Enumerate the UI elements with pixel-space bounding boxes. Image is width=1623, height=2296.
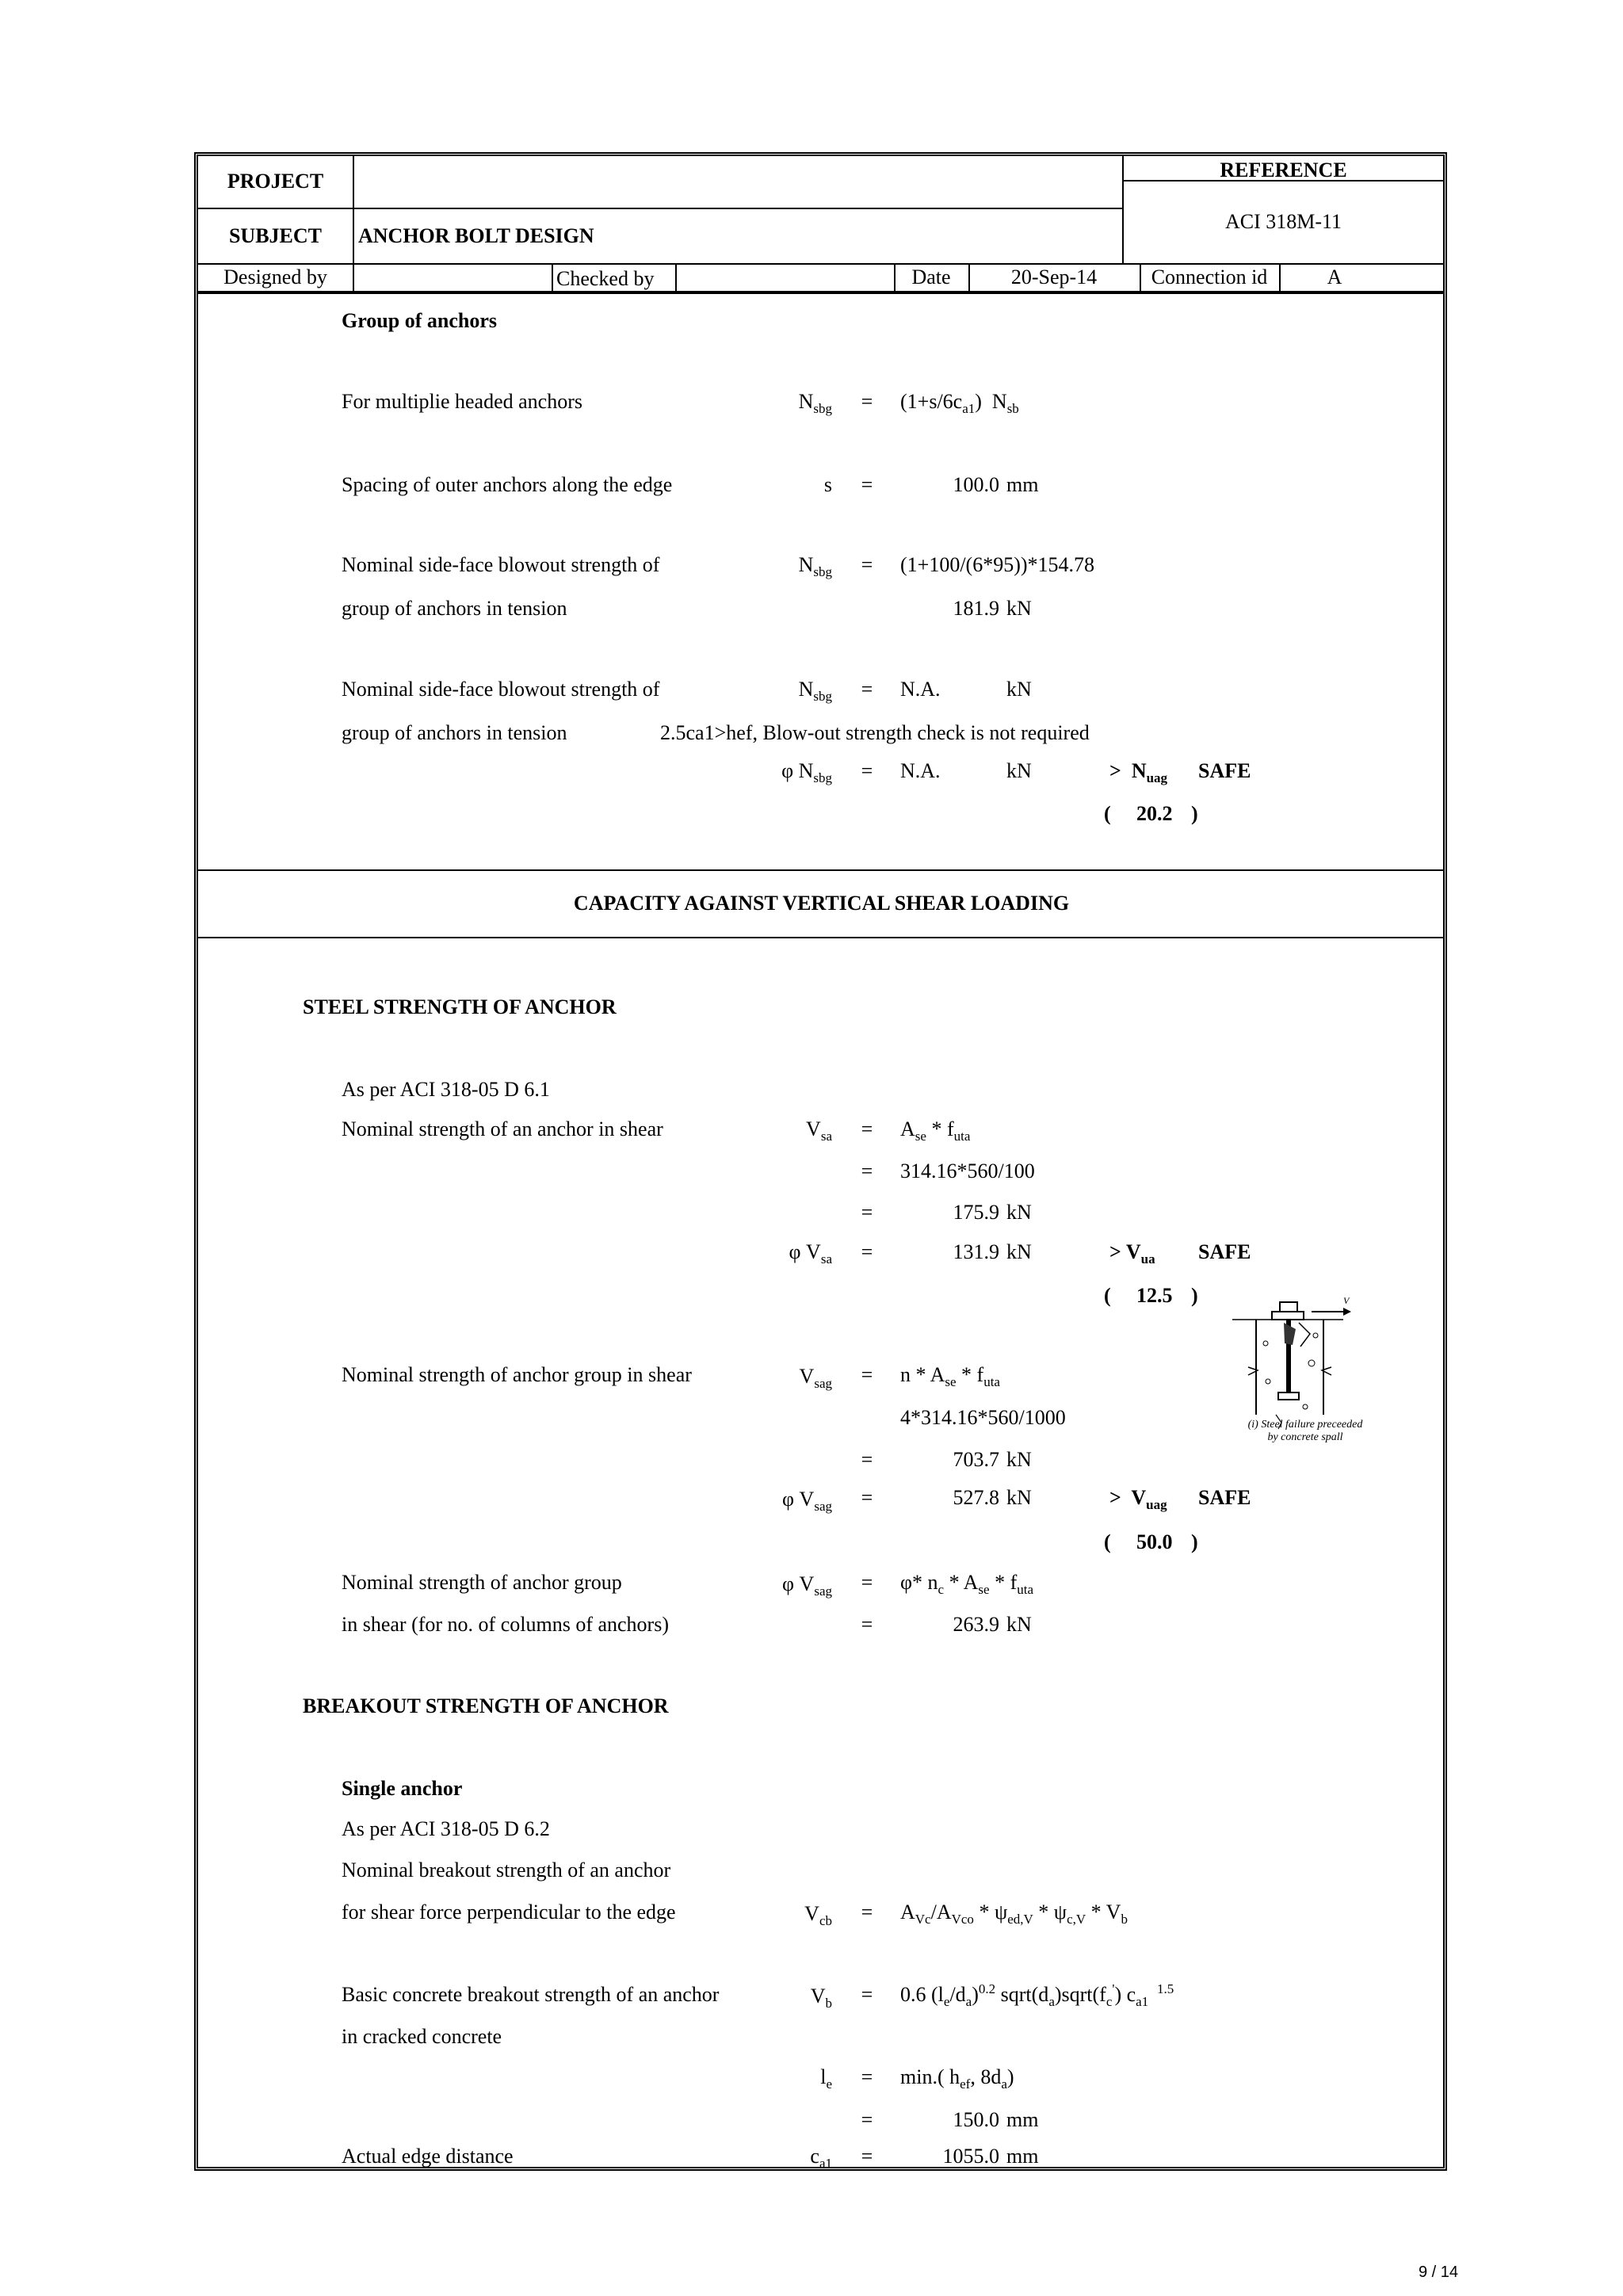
vsag-formula: n * $A_{se} * f_{uta}$ xyxy=(900,1363,1000,1389)
close-paren: ) xyxy=(1191,802,1198,825)
vsag-calc: 4*314.16*560/1000 xyxy=(900,1406,1066,1429)
vb-label-a: Basic concrete breakout strength of an anchor xyxy=(342,1983,720,2006)
nsbg-formula: $(1+s/6c_{a1})$ $N_{sb}$ xyxy=(900,390,1019,416)
phi-nsbg-value: N.A. xyxy=(900,759,941,782)
designed-by-label: Designed by xyxy=(223,266,327,288)
equals-sign: = xyxy=(861,1363,873,1386)
steel-reference: As per ACI 318-05 D 6.1 xyxy=(342,1078,550,1101)
vsag-label: Nominal strength of anchor group in shear xyxy=(342,1363,692,1386)
ca1-value: 1055.0 xyxy=(942,2145,999,2168)
blowout1-label-a: Nominal side-face blowout strength of xyxy=(342,553,660,576)
safe-status: SAFE xyxy=(1198,1486,1251,1509)
header-rule xyxy=(552,263,553,291)
date-value: 20-Sep-14 xyxy=(1010,266,1098,288)
open-paren: ( xyxy=(1104,802,1111,825)
vua-demand: 12.5 xyxy=(1136,1284,1173,1307)
vsag-symbol: $V_{sag}$ xyxy=(799,1365,832,1391)
vsa-formula: $A_{se} * f_{uta}$ xyxy=(900,1117,971,1144)
section-title: CAPACITY AGAINST VERTICAL SHEAR LOADING xyxy=(573,892,1070,915)
le-unit: mm xyxy=(1006,2108,1039,2131)
nuag-demand: 20.2 xyxy=(1136,802,1173,825)
header-rule xyxy=(198,291,1445,294)
breakout-reference: As per ACI 318-05 D 6.2 xyxy=(342,1817,550,1840)
ca1-label: Actual edge distance xyxy=(342,2145,514,2168)
vsa-label: Nominal strength of an anchor in shear xyxy=(342,1117,663,1140)
reference-value: ACI 318M-11 xyxy=(1224,210,1342,233)
ca1-unit: mm xyxy=(1006,2145,1039,2168)
phi-vsag-value: 527.8 xyxy=(953,1486,999,1509)
column-value: 263.9 xyxy=(953,1613,999,1636)
figure-caption-a: (i) Steel failure preceeded xyxy=(1247,1419,1363,1431)
blowout1-label-b: group of anchors in tension xyxy=(342,597,567,620)
nsbg-symbol: $N_{sbg}$ xyxy=(798,553,832,579)
le-symbol: $l_e$ xyxy=(820,2065,832,2092)
vb-symbol: $V_b$ xyxy=(810,1985,832,2011)
checked-by-label: Checked by xyxy=(556,267,655,290)
header-rule xyxy=(353,156,354,291)
close-paren: ) xyxy=(1191,1530,1198,1553)
phi-nsbg-symbol: φ $N_{sbg}$ xyxy=(781,759,832,785)
column-label-a: Nominal strength of anchor group xyxy=(342,1571,622,1594)
safe-status: SAFE xyxy=(1198,1240,1251,1263)
vcb-formula: $A_{Vc}/A_{Vco} * \psi_{ed,V} * \psi_{c,V} * V_b$ xyxy=(900,1901,1128,1927)
steel-heading: STEEL STRENGTH OF ANCHOR xyxy=(303,995,617,1018)
vsag-value: 703.7 xyxy=(953,1448,999,1471)
phi-vsag-symbol: φ $V_{sag}$ xyxy=(782,1572,832,1599)
greater-than-nuag: > $N_{uag}$ xyxy=(1109,759,1168,785)
spacing-value: 100.0 xyxy=(953,473,999,496)
blowout2-label-b: group of anchors in tension xyxy=(342,721,567,744)
equals-sign: = xyxy=(861,2108,873,2131)
column-label-b: in shear (for no. of columns of anchors) xyxy=(342,1613,669,1636)
multi-anchor-label: For multiplie headed anchors xyxy=(342,390,582,413)
breakout-heading: BREAKOUT STRENGTH OF ANCHOR xyxy=(303,1694,669,1717)
equals-sign: = xyxy=(861,1240,873,1263)
equals-sign: = xyxy=(861,2145,873,2168)
close-paren: ) xyxy=(1191,1284,1198,1307)
vcb-label-b: for shear force perpendicular to the edge xyxy=(342,1901,676,1924)
vsa-symbol: $V_{sa}$ xyxy=(806,1117,832,1144)
le-formula: min.( $h_{ef}$, $8d_a$) xyxy=(900,2065,1014,2092)
steel-failure-figure xyxy=(1216,1288,1375,1446)
equals-sign: = xyxy=(861,1486,873,1509)
equals-sign: = xyxy=(861,1571,873,1594)
equals-sign: = xyxy=(861,1448,873,1471)
equals-sign: = xyxy=(861,1983,873,2006)
equals-sign: = xyxy=(861,678,873,701)
equals-sign: = xyxy=(861,553,873,576)
figure-caption-b: by concrete spall xyxy=(1267,1431,1343,1443)
equals-sign: = xyxy=(861,473,873,496)
blowout1-value: 181.9 xyxy=(953,597,999,620)
svg-text:V: V xyxy=(1343,1295,1350,1306)
section-rule xyxy=(198,937,1445,938)
date-label: Date xyxy=(911,266,951,288)
header-rule xyxy=(198,263,1445,265)
group-heading: Group of anchors xyxy=(342,309,497,332)
single-anchor-heading: Single anchor xyxy=(342,1777,463,1800)
safe-status: SAFE xyxy=(1198,759,1251,782)
column-unit: kN xyxy=(1006,1613,1032,1636)
spacing-unit: mm xyxy=(1006,473,1039,496)
blowout2-label-a: Nominal side-face blowout strength of xyxy=(342,678,660,701)
phi-vsa-value: 131.9 xyxy=(953,1240,999,1263)
ca1-symbol: $c_{a1}$ xyxy=(810,2145,832,2171)
header-rule xyxy=(675,263,677,291)
equals-sign: = xyxy=(861,759,873,782)
blowout1-formula: (1+100/(6*95))*154.78 xyxy=(900,553,1095,576)
vsa-calc: 314.16*560/100 xyxy=(900,1159,1035,1182)
subject-label: SUBJECT xyxy=(228,224,323,247)
equals-sign: = xyxy=(861,1159,873,1182)
project-label: PROJECT xyxy=(227,170,324,193)
equals-sign: = xyxy=(861,1901,873,1924)
blowout-note: 2.5ca1>hef, Blow-out strength check is not required xyxy=(660,721,1090,744)
open-paren: ( xyxy=(1104,1530,1111,1553)
column-formula: φ* $n_c * A_{se} * f_{uta}$ xyxy=(900,1571,1034,1597)
blowout1-unit: kN xyxy=(1006,597,1032,620)
equals-sign: = xyxy=(861,1117,873,1140)
equals-sign: = xyxy=(861,1613,873,1636)
vsa-value: 175.9 xyxy=(953,1201,999,1224)
nsbg-symbol: $N_{sbg}$ xyxy=(798,390,832,416)
phi-vsag-unit: kN xyxy=(1006,1486,1032,1509)
page-number: 9 / 14 xyxy=(1419,2264,1459,2281)
vcb-symbol: $V_{cb}$ xyxy=(804,1902,832,1928)
vcb-label-a: Nominal breakout strength of an anchor xyxy=(342,1859,671,1881)
equals-sign: = xyxy=(861,2065,873,2088)
vsa-unit: kN xyxy=(1006,1201,1032,1224)
reference-label: REFERENCE xyxy=(1220,159,1347,181)
blowout2-value: N.A. xyxy=(900,678,941,701)
subject-value: ANCHOR BOLT DESIGN xyxy=(358,224,594,247)
le-value: 150.0 xyxy=(953,2108,999,2131)
vuag-demand: 50.0 xyxy=(1136,1530,1173,1553)
header-rule xyxy=(198,208,1122,209)
spacing-symbol: s xyxy=(823,473,832,496)
nsbg-symbol: $N_{sbg}$ xyxy=(798,678,832,704)
connection-value: A xyxy=(1327,266,1342,288)
phi-vsa-unit: kN xyxy=(1006,1240,1032,1263)
open-paren: ( xyxy=(1104,1284,1111,1307)
phi-vsa-symbol: φ $V_{sa}$ xyxy=(789,1240,832,1266)
equals-sign: = xyxy=(861,1201,873,1224)
section-rule xyxy=(198,869,1445,871)
equals-sign: = xyxy=(861,390,873,413)
phi-vsag-symbol: φ $V_{sag}$ xyxy=(782,1488,832,1514)
phi-nsbg-unit: kN xyxy=(1006,759,1032,782)
vb-formula: 0.6 $(l_e/d_a)^{0.2}$ $sqrt(d_a)sqrt(f_c')$ $c_{a1}$ $^{1.5}$ xyxy=(900,1981,1174,2009)
greater-than-vua: > $V_{ua}$ xyxy=(1109,1240,1155,1266)
vb-label-b: in cracked concrete xyxy=(342,2025,502,2048)
connection-label: Connection id xyxy=(1151,266,1268,288)
vsag-unit: kN xyxy=(1006,1448,1032,1471)
blowout2-unit: kN xyxy=(1006,678,1032,701)
spacing-label: Spacing of outer anchors along the edge xyxy=(342,473,673,496)
greater-than-vuag: > $V_{uag}$ xyxy=(1109,1486,1167,1512)
